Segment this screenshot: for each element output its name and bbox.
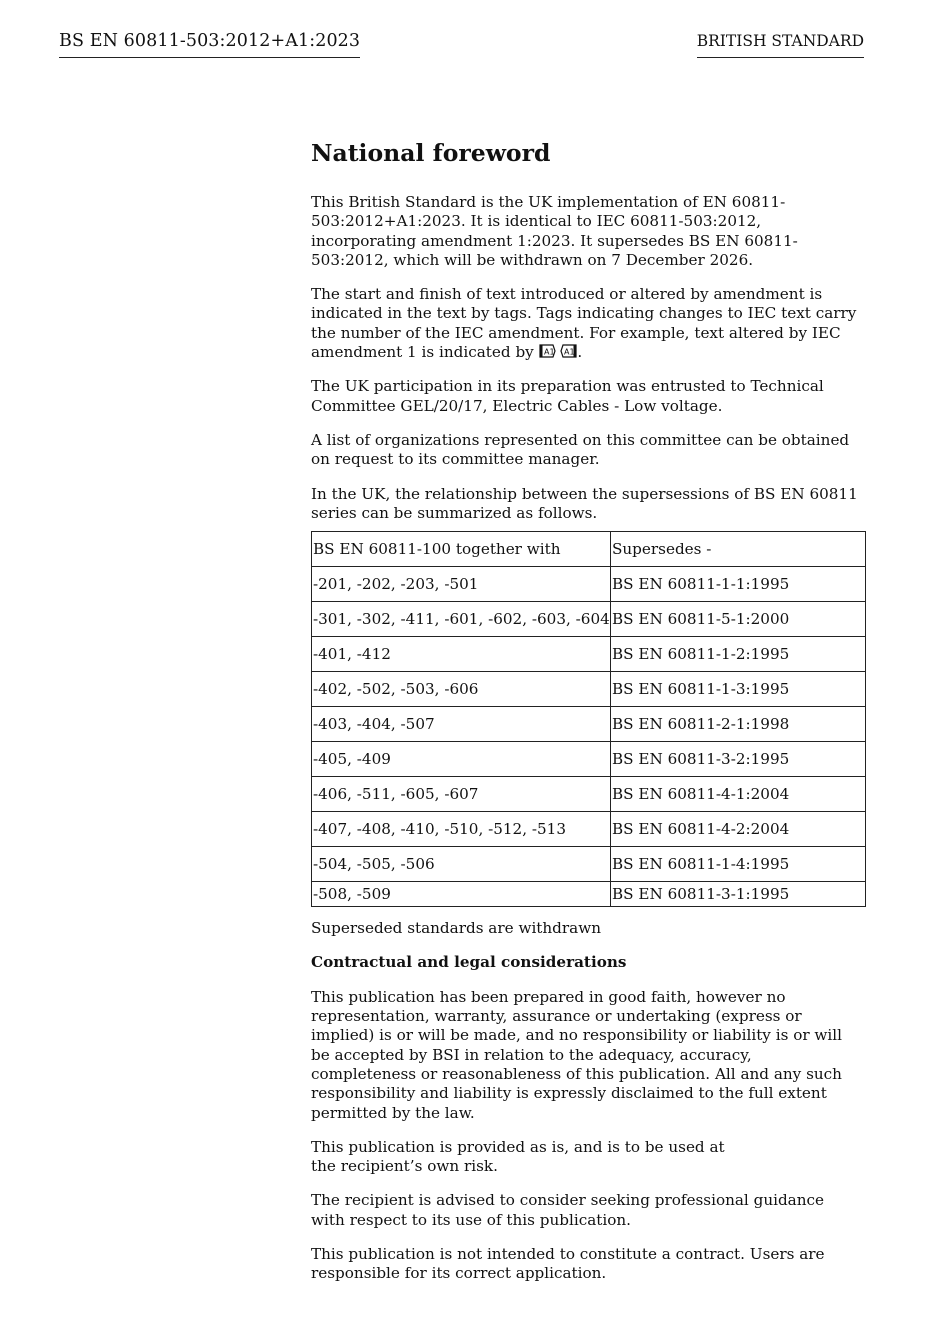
- national-foreword-section: [311, 138, 866, 1284]
- legal-heading: Contractual and legal considerations: [311, 953, 627, 972]
- table-header-cell: Supersedes -: [611, 532, 866, 567]
- amendment-tags-period: .: [577, 343, 583, 362]
- table-cell-superseded: BS EN 60811-1-3:1995: [611, 672, 866, 707]
- table-row: [312, 707, 866, 742]
- supersession-table: [311, 531, 866, 907]
- amendment-end-tag-label: A1: [564, 347, 575, 357]
- contract-paragraph: This publication is not intended to constitute a contract. Users are responsible for its correct application.: [311, 1245, 825, 1283]
- table-row: [312, 777, 866, 812]
- table-cell-superseded: BS EN 60811-5-1:2000: [611, 602, 866, 637]
- table-row: [312, 672, 866, 707]
- committee-paragraph: The UK participation in its preparation was entrusted to Technical Committee GEL/20/17, Electric Cables - Low voltage.: [311, 377, 824, 415]
- document-id: BS EN 60811-503:2012+A1:2023: [59, 30, 360, 58]
- table-cell-parts: -405, -409: [312, 742, 611, 777]
- table-row: [312, 637, 866, 672]
- table-row: [312, 812, 866, 847]
- table-cell-parts: -406, -511, -605, -607: [312, 777, 611, 812]
- table-row: [312, 742, 866, 777]
- table-header-row: [312, 532, 866, 567]
- amendment-start-tag-icon: [539, 344, 556, 358]
- amendment-tags-paragraph: [311, 285, 859, 362]
- amendment-start-tag-label: A1: [543, 347, 555, 357]
- table-cell-superseded: BS EN 60811-2-1:1998: [611, 707, 866, 742]
- supersessions-paragraph: In the UK, the relationship between the supersessions of BS EN 60811 series can be summarized as follows.: [311, 484, 858, 522]
- table-cell-parts: -407, -408, -410, -510, -512, -513: [312, 812, 611, 847]
- legal-disclaimer-paragraph: This publication has been prepared in good faith, however no representation, warranty, assurance or undertaking (express or implied) is or will be made, and no responsibility or liability is or will be accepted by BSI in relation to the adequacy, accuracy, completeness or reasonableness of this publication. All and any such responsibility and liability is expressly disclaimed to the full extent permitted by the law.: [311, 987, 842, 1122]
- table-cell-parts: -201, -202, -203, -501: [312, 567, 611, 602]
- table-cell-superseded: BS EN 60811-1-1:1995: [611, 567, 866, 602]
- implementation-paragraph: This British Standard is the UK implementation of EN 60811-503:2012+A1:2023. It is identical to IEC 60811-503:2012, incorporating amendment 1:2023. It supersedes BS EN 60811-503:2012, which will be withdrawn on 7 December 2026.: [311, 193, 798, 269]
- table-cell-superseded: BS EN 60811-3-2:1995: [611, 742, 866, 777]
- organizations-paragraph: A list of organizations represented on this committee can be obtained on request to its committee manager.: [311, 430, 850, 469]
- table-row: [312, 847, 866, 882]
- table-cell-parts: -301, -302, -411, -601, -602, -603, -604: [312, 602, 611, 637]
- table-cell-superseded: BS EN 60811-1-4:1995: [611, 847, 866, 882]
- table-cell-superseded: BS EN 60811-4-1:2004: [611, 777, 866, 812]
- amendment-end-tag-icon: [560, 344, 577, 358]
- table-cell-superseded: BS EN 60811-4-2:2004: [611, 812, 866, 847]
- table-cell-superseded: BS EN 60811-1-2:1995: [611, 637, 866, 672]
- amendment-tags-text: The start and finish of text introduced or altered by amendment is indicated in the text by tags. Tags indicating changes to IEC text carry the number of the IEC amendment. For example, text altered by IEC amendment 1 is indicated by: [311, 285, 857, 362]
- risk-paragraph: This publication is provided as is, and is to be used at the recipient’s own risk.: [311, 1137, 725, 1176]
- guidance-paragraph: The recipient is advised to consider seeking professional guidance with respect to its use of this publication.: [311, 1191, 825, 1229]
- table-row: [312, 882, 866, 907]
- document-category: BRITISH STANDARD: [697, 31, 864, 58]
- page-title: National foreword: [311, 139, 551, 167]
- table-cell-parts: -504, -505, -506: [312, 847, 611, 882]
- table-cell-parts: -508, -509: [312, 882, 611, 907]
- table-cell-parts: -402, -502, -503, -606: [312, 672, 611, 707]
- table-row: [312, 602, 866, 637]
- table-row: [312, 567, 866, 602]
- table-cell-parts: -401, -412: [312, 637, 611, 672]
- withdrawn-note: Superseded standards are withdrawn: [311, 919, 602, 938]
- table-cell-parts: -403, -404, -507: [312, 707, 611, 742]
- table-header-cell: BS EN 60811-100 together with: [312, 532, 611, 567]
- table-cell-superseded: BS EN 60811-3-1:1995: [611, 882, 866, 907]
